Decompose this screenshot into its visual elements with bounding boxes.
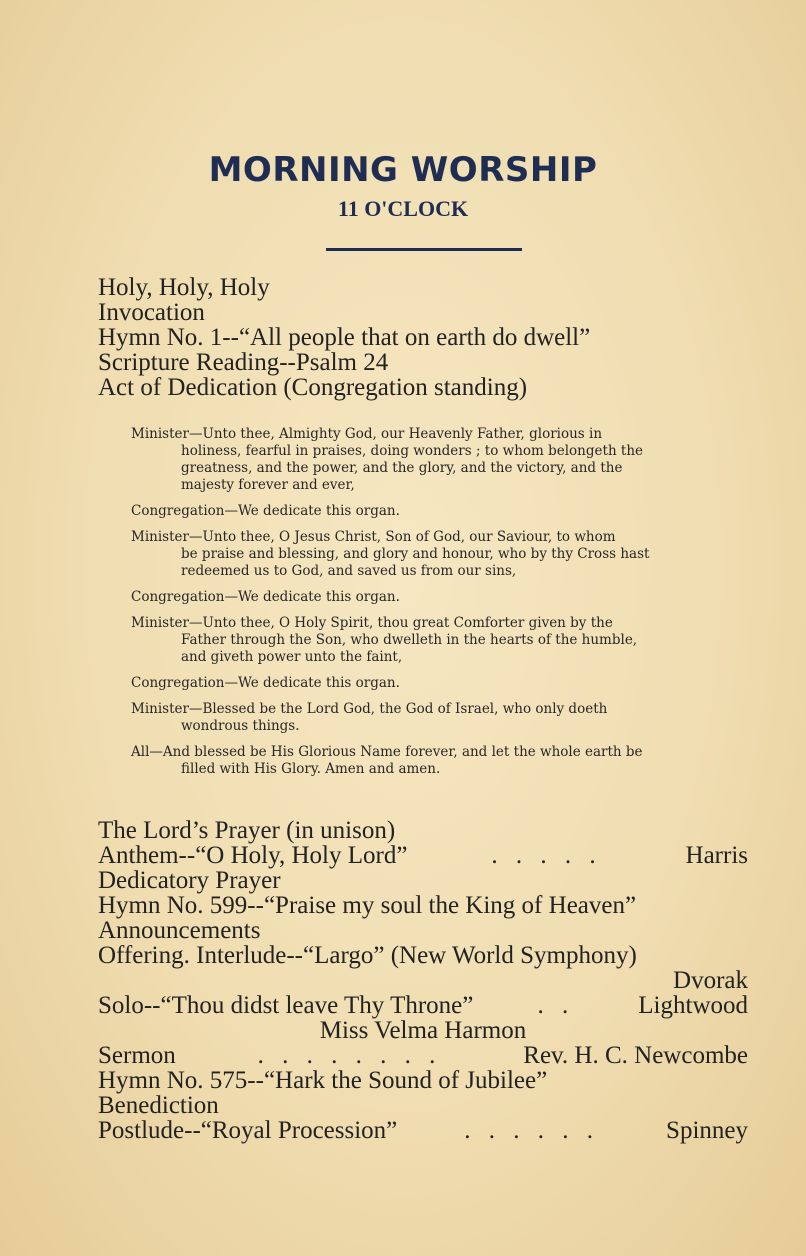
order-item: The Lord’s Prayer (in unison) xyxy=(98,817,396,844)
litany-line: redeemed us to God, and saved us from our sins, xyxy=(181,563,517,579)
litany-paragraph xyxy=(131,503,747,520)
litany-line: and giveth power unto the faint, xyxy=(181,649,403,665)
litany-paragraph xyxy=(131,744,747,778)
litany-paragraph xyxy=(131,529,747,580)
order-item: Holy, Holy, Holy xyxy=(98,274,270,301)
leader-dots: . . . . . . xyxy=(464,1117,600,1144)
page-title: MORNING WORSHIP xyxy=(208,150,598,190)
litany-line: Minister—Unto thee, O Jesus Christ, Son of God, our Saviour, to whom xyxy=(131,529,616,545)
litany-line: Father through the Son, who dwelleth in the hearts of the humble, xyxy=(181,632,638,648)
order-item: Hymn No. 575--“Hark the Sound of Jubilee” xyxy=(98,1067,548,1094)
litany-line: Minister—Unto thee, Almighty God, our Heavenly Father, glorious in xyxy=(131,426,603,442)
litany-line: Congregation—We dedicate this organ. xyxy=(131,503,400,519)
postlude-composer: Spinney xyxy=(666,1117,748,1144)
litany-line: Minister—Unto thee, O Holy Spirit, thou great Comforter given by the xyxy=(131,615,613,631)
litany-line: Congregation—We dedicate this organ. xyxy=(131,675,400,691)
leader-dots: . . . . . . . . xyxy=(257,1042,442,1069)
litany-line: greatness, and the power, and the glory, and the victory, and the xyxy=(181,460,623,476)
litany-paragraph xyxy=(131,675,747,692)
order-item: Scripture Reading--Psalm 24 xyxy=(98,349,389,376)
postlude-title: Postlude--“Royal Procession” xyxy=(98,1117,398,1144)
order-item-offering: Offering. Interlude--“Largo” (New World Symphony) xyxy=(98,942,637,969)
anthem-title: Anthem--“O Holy, Holy Lord” xyxy=(98,842,408,869)
service-time: 11 O'CLOCK xyxy=(337,196,469,221)
order-item: Invocation xyxy=(98,299,205,326)
title-divider xyxy=(326,248,522,251)
litany-paragraph xyxy=(131,701,747,735)
solo-composer: Lightwood xyxy=(638,992,748,1019)
soloist-name: Miss Velma Harmon xyxy=(319,1017,527,1044)
sermon-speaker: Rev. H. C. Newcombe xyxy=(523,1042,748,1069)
litany-line: majesty forever and ever, xyxy=(181,477,355,493)
offering-composer: Dvorak xyxy=(673,967,748,994)
order-item-sermon xyxy=(98,1043,748,1068)
solo-title: Solo--“Thou didst leave Thy Throne” xyxy=(98,992,474,1019)
litany-paragraph xyxy=(131,589,747,606)
order-of-service-part1 xyxy=(98,275,748,400)
order-item: Hymn No. 1--“All people that on earth do dwell” xyxy=(98,324,591,351)
order-item: Announcements xyxy=(98,917,261,944)
litany-paragraph xyxy=(131,615,747,666)
litany-paragraph xyxy=(131,426,747,494)
order-of-service-part2 xyxy=(98,818,748,1143)
anthem-composer: Harris xyxy=(685,842,748,869)
order-item-postlude xyxy=(98,1118,748,1143)
program-header xyxy=(0,150,806,222)
order-item: Hymn No. 599--“Praise my soul the King of Heaven” xyxy=(98,892,637,919)
order-item: Benediction xyxy=(98,1092,219,1119)
litany-line: Minister—Blessed be the Lord God, the God of Israel, who only doeth xyxy=(131,701,608,717)
sermon-label: Sermon xyxy=(98,1042,176,1069)
litany-line: wondrous things. xyxy=(181,718,300,734)
order-item: Dedicatory Prayer xyxy=(98,867,281,894)
leader-dots: . . . . . xyxy=(491,842,602,869)
litany-line: filled with His Glory. Amen and amen. xyxy=(181,761,441,777)
order-item: Act of Dedication (Congregation standing) xyxy=(98,374,528,401)
litany-line: holiness, fearful in praises, doing wonders ; to whom belongeth the xyxy=(181,443,644,459)
order-item-anthem xyxy=(98,843,748,868)
leader-dots: . . xyxy=(537,992,575,1019)
order-item-solo xyxy=(98,993,748,1018)
act-of-dedication-litany xyxy=(131,426,747,787)
litany-line: be praise and blessing, and glory and honour, who by thy Cross hast xyxy=(181,546,650,562)
litany-line: Congregation—We dedicate this organ. xyxy=(131,589,400,605)
litany-line: All—And blessed be His Glorious Name forever, and let the whole earth be xyxy=(131,744,643,760)
